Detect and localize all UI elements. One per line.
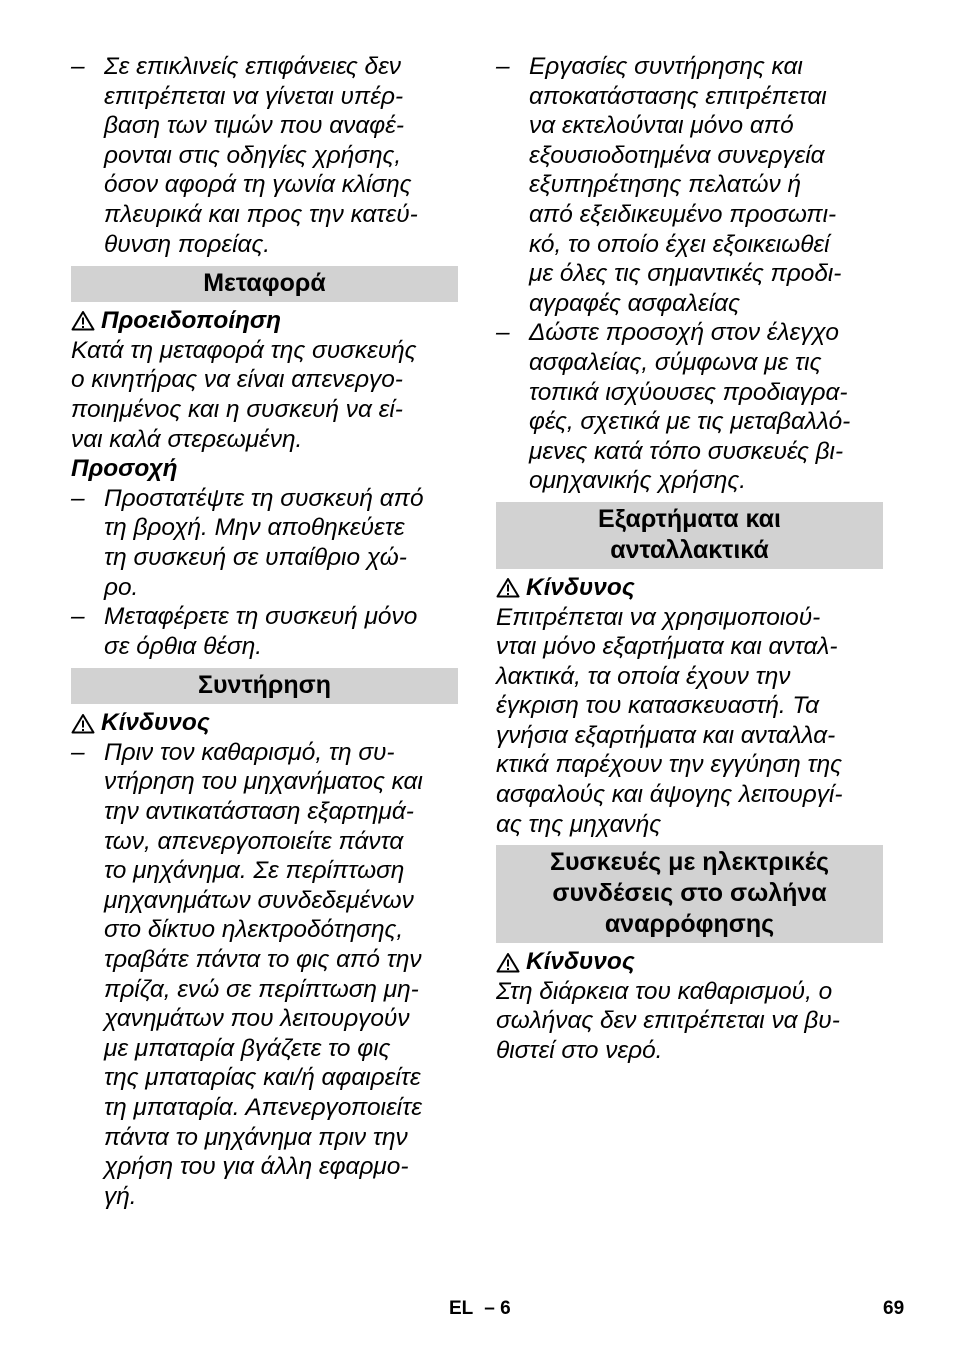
warning-triangle-icon (496, 952, 520, 973)
transport-item-text: Μεταφέρετε τη συσκευή μόνο σε όρθια θέση. (104, 603, 418, 660)
page-footer-section (449, 1298, 511, 1320)
language-code: EL (449, 1298, 473, 1319)
warning-label: Προειδοποίηση (101, 307, 282, 335)
warning-triangle-icon (71, 310, 95, 331)
list-item (71, 52, 458, 259)
danger-heading (496, 947, 883, 977)
transport-item-text: Προστατέψτε τη συσκευή από τη βροχή. Μην αποθηκεύετε τη συσκευή σε υπαίθριο χώ- ρο. (104, 484, 424, 601)
danger-label: Κίνδυνος (526, 573, 635, 601)
service-item-text: Εργασίες συντήρησης και αποκατάστασης επιτρέπεται να εκτελούνται μόνο από εξουσιοδοτημένα συνεργεία εξυπηρέτησης πελατών ή από εξειδικευμένο προσωπι- κό, το οποίο έχει εξοικειωθεί με όλες τις σημαντικές προδι- αγραφές ασφαλείας (529, 53, 842, 317)
transport-warning-text: Κατά τη μεταφορά της συσκευής ο κινητήρας να είναι απενεργο- ποιημένος και η συσκευή να εί- ναι καλά στερεωμένη. (71, 336, 417, 453)
attention-label: Προσοχή (71, 455, 178, 483)
section-heading-maintenance: Συντήρηση (71, 668, 458, 704)
bullet-dash: – (71, 603, 85, 631)
list-item (496, 318, 883, 496)
list-item (71, 602, 458, 661)
danger-heading (496, 573, 883, 603)
danger-label: Κίνδυνος (526, 948, 635, 976)
bullet-dash: – (71, 738, 85, 766)
bullet-dash: – (496, 319, 510, 347)
list-item (71, 738, 458, 1212)
danger-heading (71, 708, 458, 738)
bullet-dash: – (71, 484, 85, 512)
maintenance-item-text: Πριν τον καθαρισμό, τη συ- ντήρηση του μηχανήματος και την αντικατάσταση εξαρτημά- των, απενεργοποιείτε πάντα το μηχάνημα. Σε περίπτωση μηχανημάτων συνδεδεμένων στο δίκτυο ηλεκτροδότησης, τραβάτε πάντα το φις από την πρίζα, ενώ σε περίπτωση μη- χανημάτων που λειτουργούν με μπαταρία βγάζετε το φις της μπαταρίας και/ή αφαιρείτε τη μπαταρία. Απενεργοποιείτε πάντα το μηχάνημα πριν την χρήση του για άλλη εφαρμο- γή. (104, 738, 423, 1210)
list-item (496, 52, 883, 318)
danger-label: Κίνδυνος (101, 709, 210, 737)
bullet-dash: – (496, 53, 510, 80)
warning-triangle-icon (71, 713, 95, 734)
warning-heading (71, 306, 458, 336)
bullet-dash: – (71, 53, 85, 80)
electric-text: Στη διάρκεια του καθαρισμού, ο σωλήνας δεν επιτρέπεται να βυ- θιστεί στο νερό. (496, 977, 840, 1065)
section-page: – 6 (484, 1298, 511, 1319)
section-heading-transport: Μεταφορά (71, 266, 458, 302)
warning-triangle-icon (496, 577, 520, 598)
list-item (71, 484, 458, 602)
parts-text: Επιτρέπεται να χρησιμοποιού- νται μόνο εξαρτήματα και ανταλ- λακτικά, τα οποία έχουν την έγκριση του κατασκευαστή. Τα γνήσια εξαρτήματα και ανταλλα- κτικά παρέχουν την εγγύηση της ασφαλούς και άψογης λειτουργί- ας της μηχανής (496, 603, 843, 838)
left-column (71, 52, 458, 1211)
section-heading-electric: Συσκευές με ηλεκτρικές συνδέσεις στο σωλήνα αναρρόφησης (496, 845, 883, 943)
right-column (496, 52, 883, 1066)
section-heading-parts: Εξαρτήματα και ανταλλακτικά (496, 502, 883, 569)
page-number: 69 (883, 1298, 905, 1319)
slope-instruction: Σε επικλινείς επιφάνειες δεν επιτρέπεται να γίνεται υπέρ- βαση των τιμών που αναφέ- ρονται στις οδηγίες χρήσης, όσον αφορά τη γωνία κλίσης πλευρικά και προς την κατεύ- θυνση πορείας. (104, 53, 418, 258)
safety-check-item-text: Δώστε προσοχή στον έλεγχο ασφαλείας, σύμφωνα με τις τοπικά ισχύουσες προδιαγρα- φές, σχετικά με τις μεταβαλλό- μενες κατά τόπο συσκευές βι- ομηχανικής χρήσης. (529, 319, 851, 495)
